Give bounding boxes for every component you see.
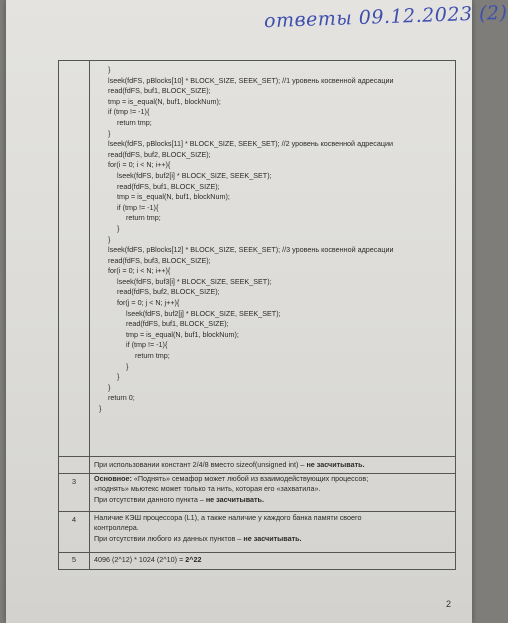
row-number-3: 3 [71, 477, 77, 486]
handwritten-note: ответы 09.12.2023 (2) [263, 1, 508, 33]
row-3-line-2: «поднять» мьютекс может только та нить, которая его «захватила». [94, 484, 321, 494]
code-line: read(fdFS, buf2, BLOCK_SIZE); [117, 287, 220, 297]
code-line: for(i = 0; i < N; i++){ [108, 160, 171, 170]
row-2-note [89, 460, 454, 470]
code-line: return 0; [108, 393, 135, 403]
row-2-note-emphasis: не засчитывать. [306, 460, 365, 469]
code-line: for(i = 0; i < N; i++){ [108, 266, 171, 276]
code-line: read(fdFS, buf1, BLOCK_SIZE); [126, 319, 229, 329]
row-3-line-1: «Поднять» семафор может любой из взаимодействующих процессов; [131, 474, 369, 483]
code-line: return tmp; [117, 117, 152, 127]
code-line: } [126, 361, 129, 371]
row-divider [59, 552, 455, 553]
row-3-label: Основное: [94, 474, 132, 483]
row-4-line-2: контроллера. [94, 523, 139, 533]
code-line: } [117, 223, 120, 233]
answers-table [58, 60, 456, 570]
document-page [6, 0, 508, 623]
code-block [99, 65, 449, 415]
code-line: tmp = is_equal(N, buf1, blockNum); [117, 192, 230, 202]
code-line: read(fdFS, buf2, BLOCK_SIZE); [108, 149, 211, 159]
code-line: tmp = is_equal(N, buf1, blockNum); [126, 329, 239, 339]
row-4-line-1: Наличие КЭШ процессора (L1), а также наличие у каждого банка памяти своего [94, 513, 362, 522]
row-3-emphasis: не засчитывать. [205, 494, 264, 504]
code-line: read(fdFS, buf1, BLOCK_SIZE); [108, 86, 211, 96]
code-line: } [99, 404, 102, 413]
row-number-4: 4 [71, 515, 77, 524]
code-line: lseek(fdFS, buf2[i] * BLOCK_SIZE, SEEK_SET); [117, 170, 272, 180]
code-line: if (tmp != -1){ [108, 107, 150, 117]
code-line: return tmp; [126, 213, 161, 223]
code-line: } [117, 372, 120, 382]
row-5-text: 4096 (2^12) * 1024 (2^10) = [94, 555, 186, 564]
row-5-answer: 2^22 [185, 555, 202, 564]
row-4-emphasis: не засчитывать. [243, 533, 302, 543]
code-line: lseek(fdFS, buf3[i] * BLOCK_SIZE, SEEK_SET); [117, 276, 272, 286]
code-line: } [108, 65, 111, 74]
code-line: read(fdFS, buf3, BLOCK_SIZE); [108, 255, 211, 265]
row-3-line-3: При отсутствии данного пункта – [94, 494, 206, 504]
code-line: } [108, 128, 111, 138]
row-divider [59, 511, 455, 512]
code-line: tmp = is_equal(N, buf1, blockNum); [108, 96, 221, 106]
row-2-note-text: При использовании констант 2/4/8 вместо sizeof(unsigned int) – [94, 460, 307, 469]
code-line: return tmp; [135, 351, 170, 361]
row-4-content [89, 513, 454, 544]
code-line: } [108, 382, 111, 392]
row-3-content [89, 474, 454, 505]
code-line: lseek(fdFS, pBlocks[12] * BLOCK_SIZE, SEEK_SET); //3 уровень косвенной адресации [108, 245, 394, 255]
code-line: read(fdFS, buf1, BLOCK_SIZE); [117, 181, 220, 191]
code-line: lseek(fdFS, pBlocks[11] * BLOCK_SIZE, SEEK_SET); //2 уровень косвенной адресации [108, 139, 393, 149]
row-4-line-3: При отсутствии любого из данных пунктов – [94, 533, 244, 543]
row-5-content [89, 555, 454, 565]
page-number: 2 [446, 599, 452, 609]
code-line: lseek(fdFS, pBlocks[10] * BLOCK_SIZE, SEEK_SET); //1 уровень косвенной адресации [108, 75, 394, 85]
code-line: } [108, 234, 111, 244]
row-number-5: 5 [71, 555, 77, 564]
code-line: if (tmp != -1){ [126, 340, 168, 350]
row-divider [59, 456, 455, 457]
code-line: lseek(fdFS, buf2[j] * BLOCK_SIZE, SEEK_SET); [126, 308, 281, 318]
code-line: if (tmp != -1){ [117, 202, 159, 212]
code-line: for(j = 0; j < N; j++){ [117, 298, 180, 308]
